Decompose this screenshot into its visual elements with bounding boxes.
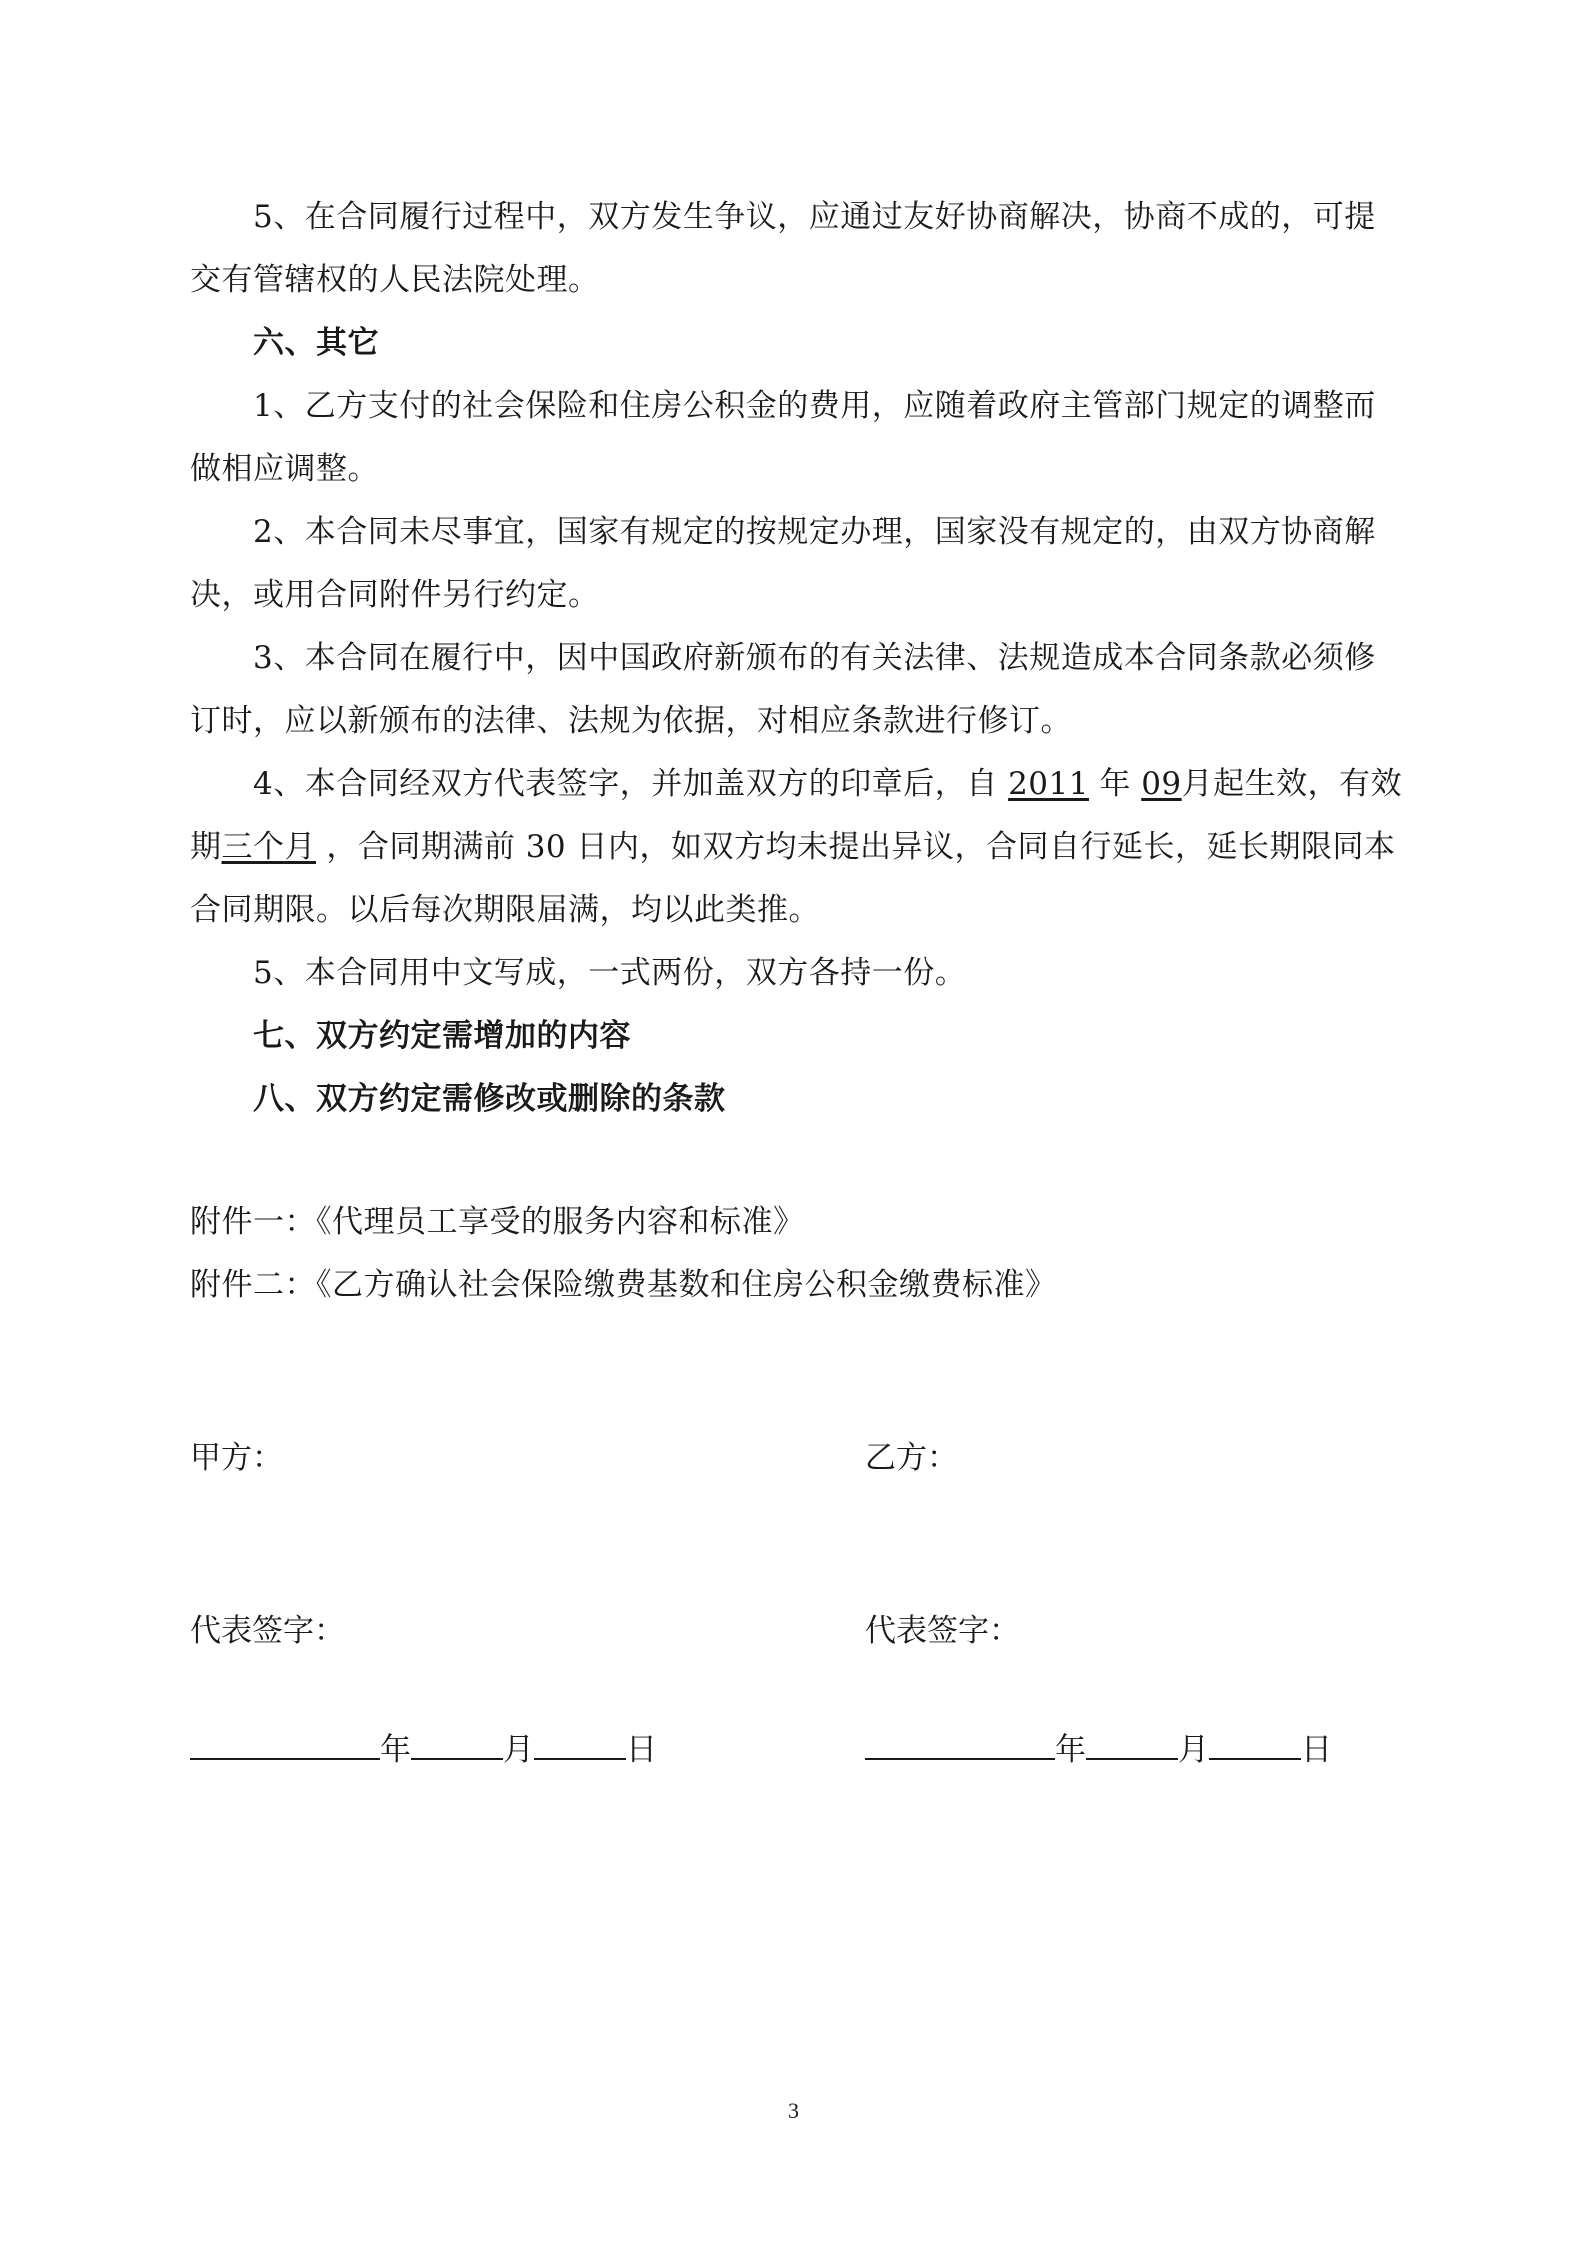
section-6-item-3-line-1: 3、本合同在履行中，因中国政府新颁布的有关法律、法规造成本合同条款必须修 xyxy=(253,640,1376,676)
item-4-text-e: ，合同期满前 30 日内，如双方均未提出异议，合同自行延长，延长期限同本 xyxy=(316,829,1396,865)
section-6-item-1-line-1: 1、乙方支付的社会保险和住房公积金的费用，应随着政府主管部门规定的调整而 xyxy=(253,388,1376,424)
party-b-year-blank[interactable] xyxy=(865,1718,1055,1760)
section-6-item-4-line-1 xyxy=(190,753,1405,816)
party-b-representative-label: 代表签字： xyxy=(865,1613,1020,1649)
party-b-date xyxy=(865,1718,1332,1782)
section-7-heading: 七、双方约定需增加的内容 xyxy=(253,1018,631,1054)
party-a-year-blank[interactable] xyxy=(190,1718,380,1760)
party-b-month-blank[interactable] xyxy=(1086,1718,1178,1760)
party-a-day-blank[interactable] xyxy=(534,1718,626,1760)
item-4-text-c: 月起生效，有效 xyxy=(1181,766,1403,802)
section-6-heading: 六、其它 xyxy=(253,325,379,361)
section-6-item-2-line-1: 2、本合同未尽事宜，国家有规定的按规定办理，国家没有规定的，由双方协商解 xyxy=(253,514,1376,550)
effective-year: 2011 xyxy=(1008,766,1089,802)
contract-term: 三个月 xyxy=(221,829,316,865)
section-6-item-2-line-2: 决，或用合同附件另行约定。 xyxy=(190,577,600,613)
page-number: 3 xyxy=(788,2098,799,2123)
party-b-label: 乙方： xyxy=(865,1440,958,1476)
attachment-2: 附件二：《乙方确认社会保险缴费基数和住房公积金缴费标准》 xyxy=(190,1267,1057,1303)
party-a-month-blank[interactable] xyxy=(411,1718,503,1760)
party-a-label: 甲方： xyxy=(190,1440,283,1476)
effective-month: 09 xyxy=(1141,766,1182,802)
clause-5-line-1: 5、在合同履行过程中，双方发生争议，应通过友好协商解决，协商不成的，可提 xyxy=(253,199,1376,235)
section-6-item-1-line-2: 做相应调整。 xyxy=(190,451,379,487)
section-6-item-4-line-2 xyxy=(190,816,1405,879)
item-4-text-b: 年 xyxy=(1088,766,1142,802)
section-6-item-3-line-2: 订时，应以新颁布的法律、法规为依据，对相应条款进行修订。 xyxy=(190,703,1072,739)
day-label: 日 xyxy=(626,1732,657,1768)
year-label: 年 xyxy=(380,1732,411,1768)
party-row xyxy=(190,1427,1405,1490)
day-label: 日 xyxy=(1301,1732,1332,1768)
party-b-day-blank[interactable] xyxy=(1209,1718,1301,1760)
month-label: 月 xyxy=(1178,1732,1209,1768)
party-a-representative-label: 代表签字： xyxy=(190,1613,345,1649)
month-label: 月 xyxy=(503,1732,534,1768)
section-6-item-4-line-3: 合同期限。以后每次期限届满，均以此类推。 xyxy=(190,892,820,928)
item-4-text-a: 4、本合同经双方代表签字，并加盖双方的印章后，自 xyxy=(253,766,1009,802)
date-row xyxy=(190,1718,1405,1781)
party-a-date xyxy=(190,1718,657,1782)
clause-5-line-2: 交有管辖权的人民法院处理。 xyxy=(190,262,600,298)
representative-row xyxy=(190,1600,1405,1663)
section-6-item-5: 5、本合同用中文写成，一式两份，双方各持一份。 xyxy=(253,955,967,991)
item-4-text-d: 期 xyxy=(190,829,222,865)
section-8-heading: 八、双方约定需修改或删除的条款 xyxy=(253,1081,726,1117)
contract-page xyxy=(190,186,1405,1781)
year-label: 年 xyxy=(1055,1732,1086,1768)
attachment-1: 附件一：《代理员工享受的服务内容和标准》 xyxy=(190,1204,805,1240)
